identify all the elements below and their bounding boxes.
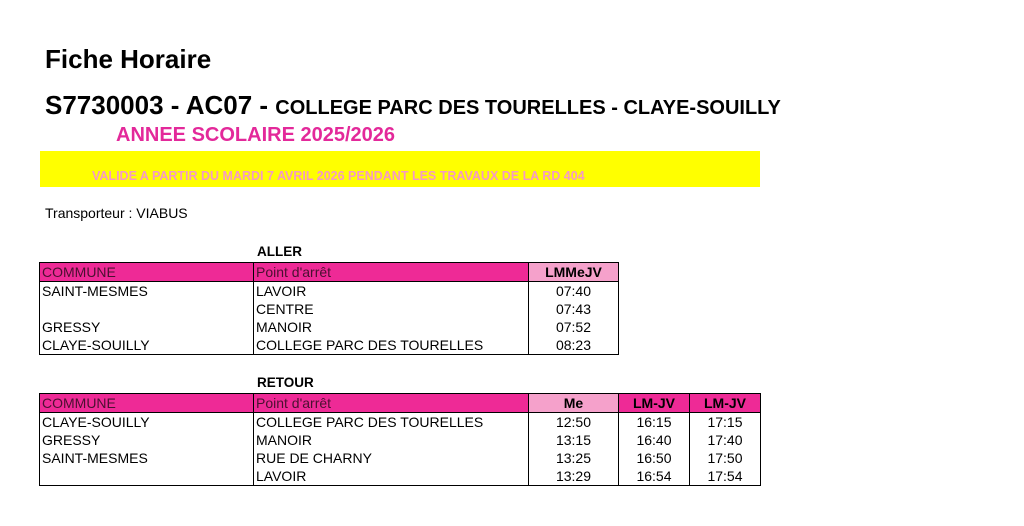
- column-header-stop: Point d'arrêt: [254, 263, 529, 282]
- carrier-label: Transporteur : VIABUS: [45, 205, 188, 221]
- column-header-stop: Point d'arrêt: [254, 394, 529, 413]
- aller-table: [39, 262, 619, 355]
- commune-cell: [40, 467, 254, 486]
- commune-cell: SAINT-MESMES: [40, 449, 254, 467]
- commune-cell: GRESSY: [40, 431, 254, 449]
- table-row: [40, 282, 619, 301]
- stop-cell: MANOIR: [254, 318, 529, 336]
- time-cell: 13:15: [529, 431, 619, 449]
- table-row: [40, 467, 761, 486]
- time-cell: 08:23: [529, 336, 619, 355]
- validity-banner-text: VALIDE A PARTIR DU MARDI 7 AVRIL 2026 PENDANT LES TRAVAUX DE LA RD 404: [92, 169, 585, 183]
- time-cell: 16:50: [619, 449, 690, 467]
- table-row: [40, 336, 619, 355]
- time-cell: 17:50: [690, 449, 761, 467]
- aller-label: ALLER: [257, 244, 302, 259]
- retour-header-row: [40, 394, 761, 413]
- time-cell: 13:25: [529, 449, 619, 467]
- retour-table: [39, 393, 761, 486]
- validity-banner: [40, 151, 760, 187]
- route-title: [45, 90, 781, 121]
- page-title: Fiche Horaire: [45, 44, 212, 74]
- table-row: [40, 449, 761, 467]
- commune-cell: SAINT-MESMES: [40, 282, 254, 301]
- stop-cell: COLLEGE PARC DES TOURELLES: [254, 413, 529, 432]
- stop-cell: CENTRE: [254, 300, 529, 318]
- column-header-commune: COMMUNE: [40, 263, 254, 282]
- commune-cell: [40, 300, 254, 318]
- stop-cell: COLLEGE PARC DES TOURELLES: [254, 336, 529, 355]
- stop-cell: LAVOIR: [254, 467, 529, 486]
- table-row: [40, 431, 761, 449]
- school-year: ANNEE SCOLAIRE 2025/2026: [116, 124, 396, 146]
- commune-cell: GRESSY: [40, 318, 254, 336]
- time-cell: 12:50: [529, 413, 619, 432]
- time-cell: 16:54: [619, 467, 690, 486]
- commune-cell: CLAYE-SOUILLY: [40, 413, 254, 432]
- time-cell: 17:40: [690, 431, 761, 449]
- retour-label: RETOUR: [257, 375, 314, 390]
- time-cell: 16:15: [619, 413, 690, 432]
- time-cell: 13:29: [529, 467, 619, 486]
- table-row: [40, 300, 619, 318]
- route-name: COLLEGE PARC DES TOURELLES - CLAYE-SOUILLY: [275, 97, 781, 119]
- column-header-days: Me: [529, 394, 619, 413]
- table-row: [40, 318, 619, 336]
- stop-cell: MANOIR: [254, 431, 529, 449]
- commune-cell: CLAYE-SOUILLY: [40, 336, 254, 355]
- route-code: S7730003 - AC07 -: [45, 90, 276, 120]
- time-cell: 07:40: [529, 282, 619, 301]
- stop-cell: LAVOIR: [254, 282, 529, 301]
- column-header-commune: COMMUNE: [40, 394, 254, 413]
- column-header-days: LM-JV: [690, 394, 761, 413]
- time-cell: 07:43: [529, 300, 619, 318]
- aller-header-row: [40, 263, 619, 282]
- column-header-days: LM-JV: [619, 394, 690, 413]
- time-cell: 07:52: [529, 318, 619, 336]
- column-header-days: LMMeJV: [529, 263, 619, 282]
- time-cell: 17:54: [690, 467, 761, 486]
- stop-cell: RUE DE CHARNY: [254, 449, 529, 467]
- time-cell: 16:40: [619, 431, 690, 449]
- time-cell: 17:15: [690, 413, 761, 432]
- table-row: [40, 413, 761, 432]
